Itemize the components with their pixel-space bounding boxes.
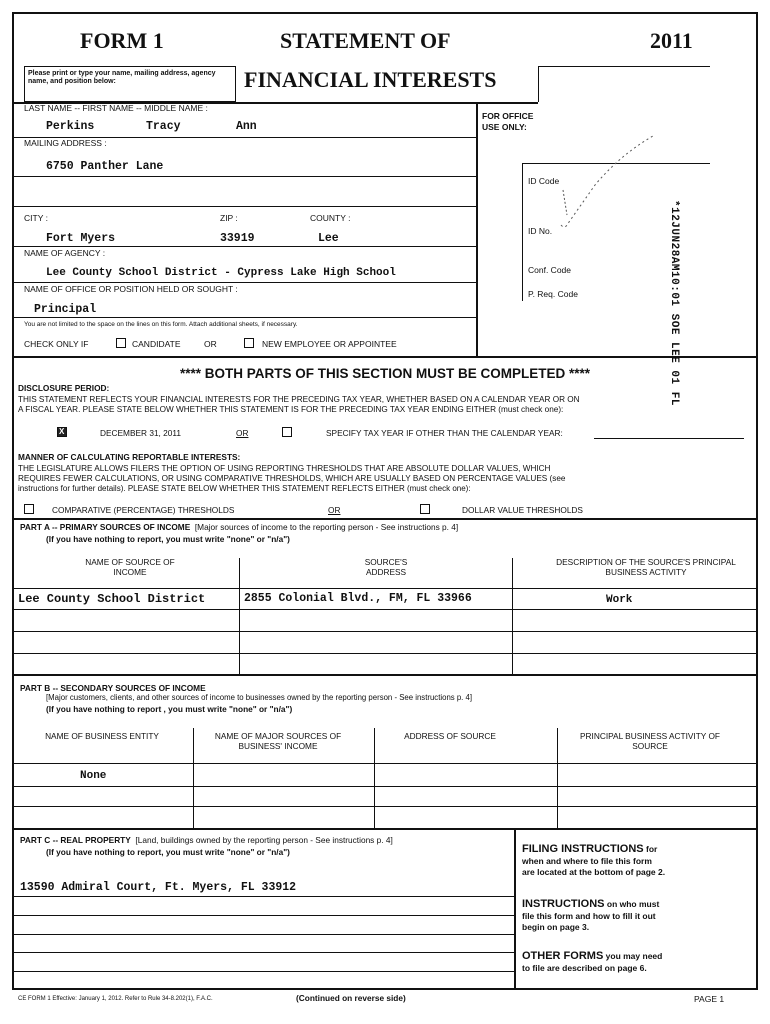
part-c-title: PART C -- REAL PROPERTY [Land, buildings owned by the reporting person - See instructions p. 4] — [20, 835, 393, 845]
footer-left: CE FORM 1 Effective: January 1, 2012. Refer to Rule 34-8.202(1), F.A.C. — [18, 996, 213, 1002]
form-title-line1: STATEMENT OF — [280, 28, 451, 53]
handwritten-check-mark — [555, 130, 665, 240]
disclosure-title: DISCLOSURE PERIOD: — [18, 383, 110, 393]
middle-name-value[interactable]: Ann — [236, 120, 257, 133]
part-b-title: PART B -- SECONDARY SOURCES OF INCOME — [20, 683, 206, 693]
filing-instructions-note: FILING INSTRUCTIONS for when and where to file this form are located at the bottom of page 2. — [522, 843, 666, 878]
id-no-label: ID No. — [528, 226, 553, 236]
part-b-col-entity: NAME OF BUSINESS ENTITY — [45, 731, 159, 741]
part-a-col-description: DESCRIPTION OF THE SOURCE'S PRINCIPAL BUSINESS ACTIVITY — [556, 557, 736, 577]
county-label: COUNTY : — [310, 213, 351, 223]
part-b-col-sources: NAME OF MAJOR SOURCES OF BUSINESS' INCOME — [214, 731, 342, 751]
mailing-address-label: MAILING ADDRESS : — [24, 138, 107, 148]
december-checkbox[interactable] — [57, 427, 67, 437]
comparative-label: COMPARATIVE (PERCENTAGE) THRESHOLDS — [52, 505, 235, 515]
office-label: NAME OF OFFICE OR POSITION HELD OR SOUGHT : — [24, 284, 238, 294]
part-b-col-address: ADDRESS OF SOURCE — [404, 731, 496, 741]
dollar-checkbox[interactable] — [420, 504, 430, 514]
part-b-note: [Major customers, clients, and other sources of income to businesses owned by the reporting person - See instructions p. 4] — [46, 693, 473, 702]
manner-title: MANNER OF CALCULATING REPORTABLE INTERESTS: — [18, 452, 241, 462]
manner-line1: THE LEGISLATURE ALLOWS FILERS THE OPTION OF USING REPORTING THRESHOLDS THAT ARE ABSOLUTE DOLLAR VALUES, WHICH — [18, 464, 551, 473]
or-label: OR — [204, 339, 217, 349]
part-c-subtitle: (If you have nothing to report, you must write "none" or "n/a") — [46, 847, 290, 857]
conf-code-label: Conf. Code — [528, 265, 571, 275]
space-note: You are not limited to the space on the lines on this form. Attach additional sheets, if necessary. — [24, 321, 298, 328]
instruction-note-box — [24, 66, 236, 102]
city-label: CITY : — [24, 213, 48, 223]
part-a-row1-description[interactable]: Work — [606, 594, 633, 606]
threshold-or: OR — [328, 505, 341, 515]
received-stamp: *12JUN28AM10:01 SOE LEE 01 FL — [668, 200, 680, 406]
candidate-label: CANDIDATE — [132, 339, 181, 349]
part-a-title: PART A -- PRIMARY SOURCES OF INCOME [Major sources of income to the reporting person - See instructions p. 4] — [20, 522, 459, 532]
instruction-note: Please print or type your name, mailing address, agency name, and position below: — [28, 70, 216, 86]
new-employee-label: NEW EMPLOYEE OR APPOINTEE — [262, 339, 397, 349]
first-name-value[interactable]: Tracy — [146, 120, 181, 133]
specify-year-checkbox[interactable] — [282, 427, 292, 437]
office-value[interactable]: Principal — [34, 303, 97, 316]
office-use-title-2: USE ONLY: — [482, 122, 527, 132]
id-code-label: ID Code — [528, 176, 560, 186]
disclosure-line1: THIS STATEMENT REFLECTS YOUR FINANCIAL INTERESTS FOR THE PRECEDING TAX YEAR, WHETHER BASED ON A CALENDAR YEAR OR ON — [18, 395, 580, 404]
p-req-code-label: P. Req. Code — [528, 289, 578, 299]
footer-center: (Continued on reverse side) — [296, 993, 406, 1003]
zip-value[interactable]: 33919 — [220, 232, 255, 245]
agency-label: NAME OF AGENCY : — [24, 248, 106, 258]
zip-label: ZIP : — [220, 213, 238, 223]
part-c-row1[interactable]: 13590 Admiral Court, Ft. Myers, FL 33912 — [20, 881, 297, 894]
form-year: 2011 — [650, 28, 693, 53]
form-number: FORM 1 — [80, 28, 164, 53]
county-value[interactable]: Lee — [318, 232, 339, 245]
office-use-title-1: FOR OFFICE — [482, 111, 534, 121]
new-employee-checkbox[interactable] — [244, 338, 254, 348]
part-b-row1-entity[interactable]: None — [80, 770, 107, 782]
part-a-col-name: NAME OF SOURCE OF INCOME — [85, 557, 175, 577]
candidate-checkbox[interactable] — [116, 338, 126, 348]
check-only-if-label: CHECK ONLY IF — [24, 339, 89, 349]
form-title-line2: FINANCIAL INTERESTS — [244, 67, 497, 92]
last-name-value[interactable]: Perkins — [46, 120, 95, 133]
disclosure-or: OR — [236, 428, 249, 438]
specify-year-line[interactable] — [594, 438, 744, 439]
city-value[interactable]: Fort Myers — [46, 232, 116, 245]
manner-line2: REQUIRES FEWER CALCULATIONS, OR USING COMPARATIVE THRESHOLDS, WHICH ARE USUALLY BASED ON PERCENTAGE VALUES (see — [18, 474, 566, 483]
specify-year-label: SPECIFY TAX YEAR IF OTHER THAN THE CALENDAR YEAR: — [326, 428, 563, 438]
part-b-subtitle: (If you have nothing to report , you must write "none" or "n/a") — [46, 704, 293, 714]
part-a-subtitle: (If you have nothing to report, you must write "none" or "n/a") — [46, 534, 290, 544]
part-a-row1-name[interactable]: Lee County School District — [18, 592, 206, 606]
instructions-note: INSTRUCTIONS on who must file this form and how to fill it out begin on page 3. — [522, 898, 660, 933]
manner-line3: instructions for further details). PLEASE STATE BELOW WHETHER THIS STATEMENT REFLECTS EITHER (must check one): — [18, 484, 471, 493]
dollar-label: DOLLAR VALUE THRESHOLDS — [462, 505, 583, 515]
part-a-col-address: SOURCE'S ADDRESS — [364, 557, 408, 577]
comparative-checkbox[interactable] — [24, 504, 34, 514]
part-b-col-activity: PRINCIPAL BUSINESS ACTIVITY OF SOURCE — [580, 731, 721, 751]
mailing-address-value[interactable]: 6750 Panther Lane — [46, 160, 164, 173]
footer-page: PAGE 1 — [694, 994, 725, 1004]
december-label: DECEMBER 31, 2011 — [100, 428, 182, 438]
other-forms-note: OTHER FORMS you may need to file are described on page 6. — [522, 950, 663, 974]
disclosure-line2: A FISCAL YEAR. PLEASE STATE BELOW WHETHER THIS STATEMENT IS FOR THE PRECEDING TAX YEAR ENDING EITHER (must check one): — [18, 405, 564, 414]
name-label: LAST NAME -- FIRST NAME -- MIDDLE NAME : — [24, 103, 208, 113]
section-banner: **** BOTH PARTS OF THIS SECTION MUST BE COMPLETED **** — [179, 366, 591, 381]
part-a-row1-address[interactable]: 2855 Colonial Blvd., FM, FL 33966 — [244, 592, 472, 605]
agency-value[interactable]: Lee County School District - Cypress Lake High School — [46, 267, 396, 279]
office-use-divider — [476, 102, 478, 356]
